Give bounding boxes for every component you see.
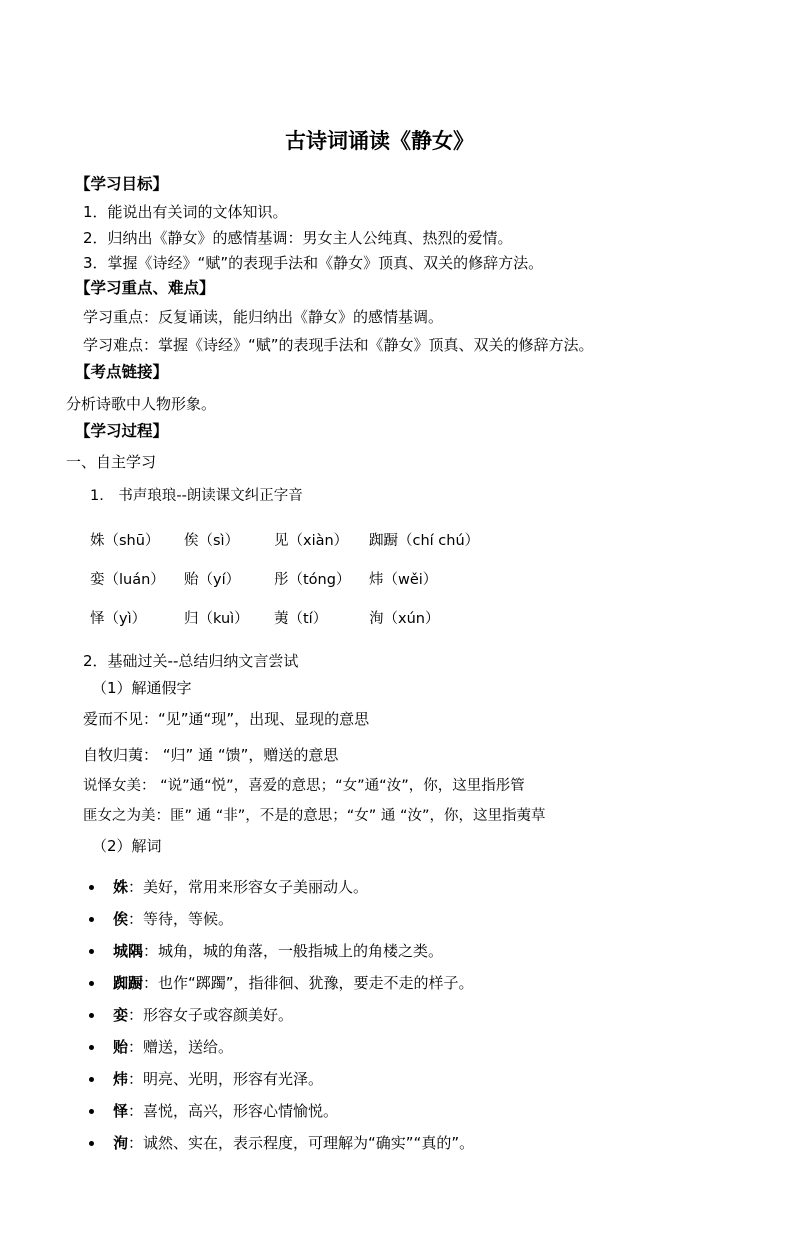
word-term: 贻 [113, 1038, 129, 1056]
list-item [113, 941, 443, 961]
pinyin-item: 贻（yí） [184, 572, 241, 588]
list-item [113, 1037, 233, 1057]
pinyin-item: 炜（wěi） [369, 572, 438, 588]
word-term: 怿 [113, 1102, 129, 1120]
list-item [113, 1133, 474, 1153]
word-term: 洵 [113, 1134, 129, 1152]
bullet [89, 885, 94, 890]
word-term: 娈 [113, 1006, 129, 1024]
word-definition: ：明亮、光明，形容有光泽。 [128, 1070, 324, 1088]
list-item [113, 877, 368, 897]
words-heading: （2）解词 [92, 837, 162, 855]
word-definition: ：城角，城的角落，一般指城上的角楼之类。 [143, 942, 444, 960]
word-term: 俟 [113, 910, 129, 928]
word-term: 城隅 [113, 942, 144, 960]
tongjia-line: 爱而不见：“见”通“现”，出现、显现的意思 [83, 710, 370, 728]
tongjia-line: 自牧归荑： “归” 通 “馈”，赠送的意思 [83, 746, 339, 764]
goal-item-1: 1．能说出有关词的文体知识。 [83, 203, 288, 221]
word-definition: ：喜悦，高兴，形容心情愉悦。 [128, 1102, 339, 1120]
word-definition: ：也作“踯躅”，指徘徊、犹豫，要走不走的样子。 [143, 974, 474, 992]
pinyin-item: 见（xiàn） [274, 533, 349, 549]
exam-heading: 【考点链接】 [75, 363, 169, 381]
word-term: 踟蹰 [113, 974, 144, 992]
bullet [89, 981, 94, 986]
pinyin-item: 怿（yì） [90, 611, 147, 627]
word-definition: ：赠送，送给。 [128, 1038, 234, 1056]
exam-text: 分析诗歌中人物形象。 [66, 395, 217, 413]
process-heading: 【学习过程】 [75, 422, 169, 440]
bullet [89, 917, 94, 922]
step-reading: 1. 书声琅琅--朗读课文纠正字音 [90, 488, 303, 504]
goal-item-2: 2．归纳出《静女》的感情基调：男女主人公纯真、热烈的爱情。 [83, 229, 513, 247]
tongjia-line: 匪女之为美：匪” 通 “非”，不是的意思；“女” 通 “汝”，你，这里指荑草 [83, 808, 546, 824]
pinyin-item: 荑（tí） [274, 611, 328, 627]
step-basics: 2．基础过关--总结归纳文言尝试 [83, 652, 299, 670]
tongjia-heading: （1）解通假字 [92, 679, 192, 697]
bullet [89, 1077, 94, 1082]
pinyin-item: 娈（luán） [90, 572, 165, 588]
word-definition: ：诚然、实在，表示程度，可理解为“确实”“真的”。 [128, 1134, 475, 1152]
word-definition: ：等待，等候。 [128, 910, 234, 928]
word-term: 炜 [113, 1070, 129, 1088]
page-title: 古诗词诵读《静女》 [285, 129, 474, 153]
list-item [113, 1069, 323, 1089]
tongjia-line: 说怿女美： “说”通“悦”，喜爱的意思；“女”通“汝”，你，这里指彤管 [83, 778, 525, 794]
list-item [113, 909, 233, 929]
bullet [89, 949, 94, 954]
list-item [113, 1101, 338, 1121]
word-definition: ：美好，常用来形容女子美丽动人。 [128, 878, 369, 896]
pinyin-item: 俟（sì） [184, 533, 240, 549]
bullet [89, 1013, 94, 1018]
word-definition: ：形容女子或容颜美好。 [128, 1006, 294, 1024]
keypoint-difficulty: 学习难点：掌握《诗经》“赋”的表现手法和《静女》顶真、双关的修辞方法。 [83, 336, 594, 354]
bullet [89, 1141, 94, 1146]
pinyin-item: 洵（xún） [369, 611, 440, 627]
keypoints-heading: 【学习重点、难点】 [75, 279, 215, 297]
word-term: 姝 [113, 878, 129, 896]
goal-item-3: 3．掌握《诗经》“赋”的表现手法和《静女》顶真、双关的修辞方法。 [83, 254, 544, 272]
pinyin-item: 姝（shū） [90, 533, 160, 549]
pinyin-item: 归（kuì） [184, 611, 249, 627]
list-item [113, 973, 474, 993]
goals-heading: 【学习目标】 [75, 175, 169, 193]
bullet [89, 1045, 94, 1050]
section-self-study: 一、自主学习 [66, 453, 157, 471]
pinyin-item: 彤（tóng） [274, 572, 351, 588]
pinyin-item: 踟蹰（chí chú） [369, 533, 480, 549]
keypoint-focus: 学习重点：反复诵读，能归纳出《静女》的感情基调。 [83, 308, 444, 326]
list-item [113, 1005, 293, 1025]
bullet [89, 1109, 94, 1114]
